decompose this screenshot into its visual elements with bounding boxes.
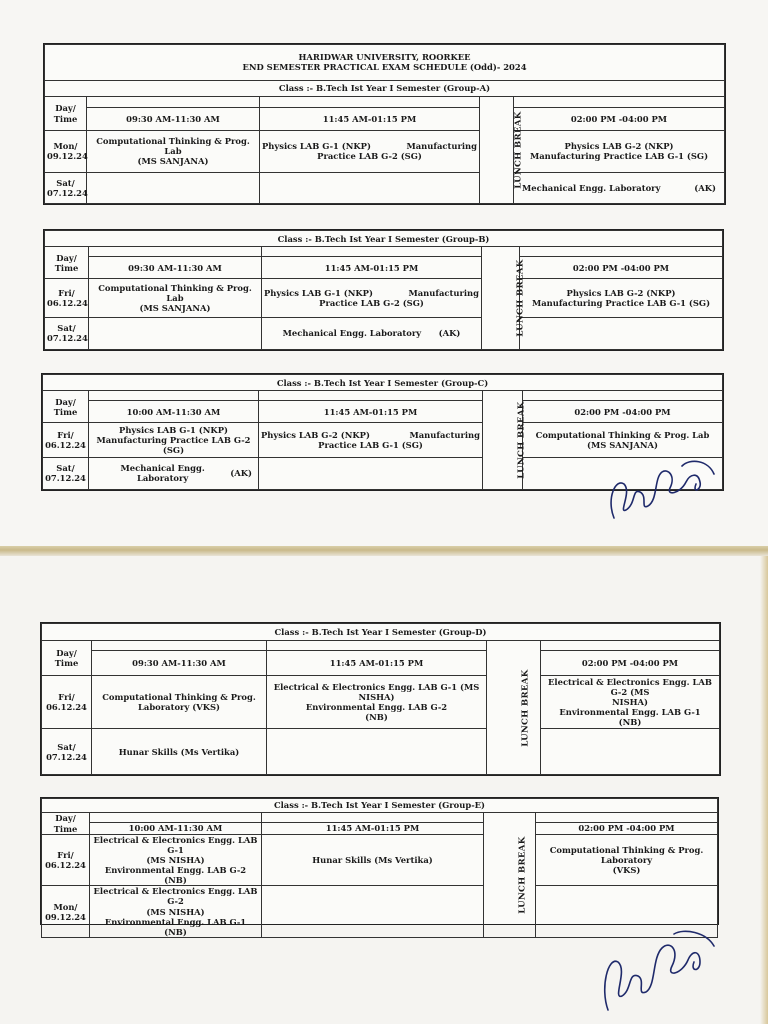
slot-1-header: 10:00 AM-11:30 AM bbox=[89, 401, 259, 423]
slot-3-header: 02:00 PM -04:00 PM bbox=[541, 650, 720, 675]
lunch-break: LUNCH BREAK bbox=[484, 813, 536, 938]
daytime-header: Day/ Time bbox=[42, 640, 92, 675]
exam-cell: Physics LAB G-1 (NKP) Manufacturing Practice LAB G-2 (SG) bbox=[89, 423, 259, 457]
lunch-break: LUNCH BREAK bbox=[487, 640, 541, 774]
daytime-header: Day/ Time bbox=[45, 97, 87, 130]
day-cell: Mon/ 09.12.24 bbox=[45, 130, 87, 172]
daytime-header: Day/ Time bbox=[43, 391, 89, 423]
exam-cell: Computational Thinking & Prog. Laboratory (VKS) bbox=[536, 835, 718, 886]
day-cell: Fri/ 06.12.24 bbox=[43, 423, 89, 457]
lunch-break: LUNCH BREAK bbox=[480, 97, 514, 204]
exam-cell: Hunar Skills (Ms Vertika) bbox=[262, 835, 484, 886]
slot-2-header: 11:45 AM-01:15 PM bbox=[267, 650, 487, 675]
exam-cell bbox=[260, 172, 480, 203]
exam-cell: Physics LAB G-1 (NKP) Manufacturing Practice LAB G-2 (SG) bbox=[260, 130, 480, 172]
schedule-title: END SEMESTER PRACTICAL EXAM SCHEDULE (Odd)- 2024 bbox=[242, 62, 527, 73]
class-label: Class :- B.Tech Ist Year I Semester (Group-C) bbox=[43, 375, 723, 391]
slot-1-header: 09:30 AM-11:30 AM bbox=[92, 650, 267, 675]
class-label: Class :- B.Tech Ist Year I Semester (Group-E) bbox=[42, 799, 718, 813]
slot-1-header: 09:30 AM-11:30 AM bbox=[87, 107, 260, 130]
lunch-break: LUNCH BREAK bbox=[483, 391, 523, 490]
exam-cell: Physics LAB G-1 (NKP) Manufacturing Practice LAB G-2 (SG) bbox=[262, 279, 482, 317]
day-cell: Sat/ 07.12.24 bbox=[45, 317, 89, 349]
exam-cell: Hunar Skills (Ms Vertika) bbox=[92, 729, 267, 775]
exam-cell bbox=[267, 729, 487, 775]
exam-cell bbox=[89, 317, 262, 349]
slot-1-header: 10:00 AM-11:30 AM bbox=[90, 823, 262, 835]
slot-2-header: 11:45 AM-01:15 PM bbox=[260, 107, 480, 130]
slot-1-header: 09:30 AM-11:30 AM bbox=[89, 257, 262, 279]
day-cell: Mon/ 09.12.24 bbox=[42, 886, 90, 937]
exam-cell bbox=[262, 886, 484, 937]
signature-bottom bbox=[594, 924, 724, 1020]
exam-cell: Computational Thinking & Prog. Lab (MS SANJANA) bbox=[523, 423, 723, 457]
day-cell: Sat/ 07.12.24 bbox=[45, 172, 87, 203]
exam-cell bbox=[520, 317, 723, 349]
exam-cell: Physics LAB G-2 (NKP) Manufacturing Practice LAB G-1 (SG) bbox=[514, 130, 725, 172]
slot-2-header: 11:45 AM-01:15 PM bbox=[262, 257, 482, 279]
class-label: Class :- B.Tech Ist Year I Semester (Group-A) bbox=[45, 80, 725, 97]
lunch-break: LUNCH BREAK bbox=[482, 247, 520, 350]
slot-3-header: 02:00 PM -04:00 PM bbox=[523, 401, 723, 423]
slot-3-header: 02:00 PM -04:00 PM bbox=[514, 107, 725, 130]
day-cell: Fri/ 06.12.24 bbox=[45, 279, 89, 317]
exam-cell: Computational Thinking & Prog. Laboratory (VKS) bbox=[92, 675, 267, 729]
paper-edge bbox=[760, 556, 768, 1024]
day-cell: Fri/ 06.12.24 bbox=[42, 675, 92, 729]
exam-cell bbox=[541, 729, 720, 775]
exam-cell: Physics LAB G-2 (NKP) Manufacturing Practice LAB G-1 (SG) bbox=[520, 279, 723, 317]
university-name: HARIDWAR UNIVERSITY, ROORKEE bbox=[298, 52, 471, 63]
slot-3-header: 02:00 PM -04:00 PM bbox=[536, 823, 718, 835]
exam-cell bbox=[87, 172, 260, 203]
slot-3-header: 02:00 PM -04:00 PM bbox=[520, 257, 723, 279]
slot-2-header: 11:45 AM-01:15 PM bbox=[262, 823, 484, 835]
document-header bbox=[45, 45, 725, 81]
exam-cell: Electrical & Electronics Engg. LAB G-1 (MS NISHA) Environmental Engg. LAB G-2 (NB) bbox=[90, 835, 262, 886]
exam-cell: Mechanical Engg. Laboratory (AK) bbox=[89, 457, 259, 489]
signature-top bbox=[596, 448, 726, 528]
class-label: Class :- B.Tech Ist Year I Semester (Group-B) bbox=[45, 231, 723, 247]
exam-cell: Electrical & Electronics Engg. LAB G-2 (MS NISHA) Environmental Engg. LAB G-1 (NB) bbox=[90, 886, 262, 937]
day-cell: Sat/ 07.12.24 bbox=[43, 457, 89, 489]
day-cell: Fri/ 06.12.24 bbox=[42, 835, 90, 886]
exam-cell bbox=[259, 457, 483, 489]
exam-cell: Mechanical Engg. Laboratory (AK) bbox=[262, 317, 482, 349]
group-a-table bbox=[43, 43, 726, 205]
paper-tear bbox=[0, 546, 768, 556]
exam-cell: Physics LAB G-2 (NKP) Manufacturing Practice LAB G-1 (SG) bbox=[259, 423, 483, 457]
exam-cell: Electrical & Electronics Engg. LAB G-1 (MS NISHA) Environmental Engg. LAB G-2 (NB) bbox=[267, 675, 487, 729]
day-cell: Sat/ 07.12.24 bbox=[42, 729, 92, 775]
class-label: Class :- B.Tech Ist Year I Semester (Group-D) bbox=[42, 624, 720, 641]
slot-2-header: 11:45 AM-01:15 PM bbox=[259, 401, 483, 423]
exam-cell: Computational Thinking & Prog. Lab (MS SANJANA) bbox=[89, 279, 262, 317]
group-d-table bbox=[40, 622, 721, 776]
group-e-table bbox=[40, 797, 719, 937]
exam-cell: Computational Thinking & Prog. Lab (MS SANJANA) bbox=[87, 130, 260, 172]
exam-cell: Electrical & Electronics Engg. LAB G-2 (MS NISHA) Environmental Engg. LAB G-1 (NB) bbox=[541, 675, 720, 729]
daytime-header: Day/ Time bbox=[42, 813, 90, 835]
exam-cell: Mechanical Engg. Laboratory (AK) bbox=[514, 172, 725, 203]
daytime-header: Day/ Time bbox=[45, 247, 89, 279]
group-b-table bbox=[43, 229, 724, 351]
